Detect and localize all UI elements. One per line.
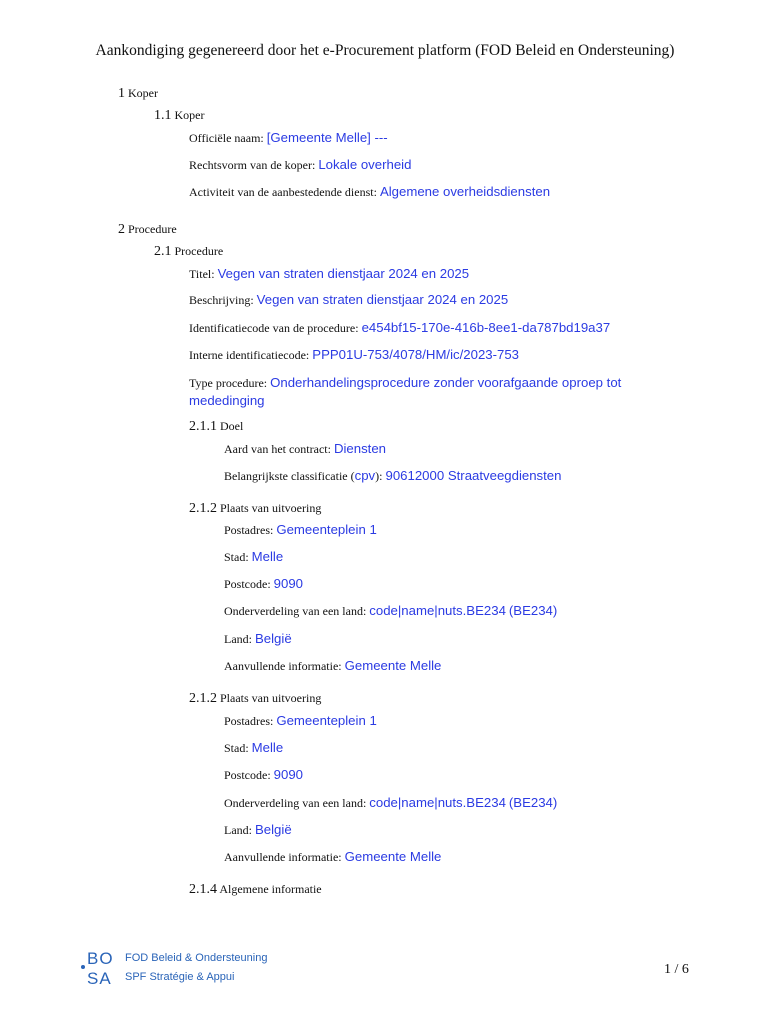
official-name-value: [Gemeente Melle] --- [266,130,388,145]
postcode-row [224,767,303,783]
section-title: Procedure [174,244,224,258]
extra-info-row [224,658,441,674]
city-row [224,549,283,565]
address-label: Postadres: [224,523,274,537]
internal-id-label: Interne identificatiecode: [189,348,310,362]
country-value: België [255,631,292,646]
postcode-value: 9090 [273,767,304,782]
classification-label-close: ): [375,469,383,483]
cpv-label: cpv [354,468,376,483]
logo-bottom-text: SA [87,969,112,988]
bosa-logo [80,948,128,988]
classification-value: 90612000 Straatveegdiensten [385,468,562,483]
official-name-label: Officiële naam: [189,131,264,145]
title-row [189,266,469,282]
procedure-id-label: Identificatiecode van de procedure: [189,321,359,335]
extra-info-row [224,849,441,865]
section-number: 1 [118,86,125,101]
city-row [224,740,283,756]
subdivision-label: Onderverdeling van een land: [224,604,367,618]
section-title: Koper [128,86,158,100]
procedure-type-label: Type procedure: [189,376,268,390]
legal-form-row [189,157,411,173]
section-1-1-heading [154,108,205,124]
city-value: Melle [251,740,284,755]
org-name-fr: SPF Stratégie & Appui [125,971,235,983]
extra-info-value: Gemeente Melle [344,849,442,864]
logo-top-text: BO [87,949,114,968]
section-title: Plaats van uitvoering [220,501,322,515]
country-label: Land: [224,823,252,837]
country-row [224,822,292,838]
city-label: Stad: [224,550,249,564]
description-value: Vegen van straten dienstjaar 2024 en 2025 [256,292,509,307]
classification-label: Belangrijkste classificatie ( [224,469,355,483]
document-header: Aankondiging gegenereerd door het e-Procurement platform (FOD Beleid en Ondersteuning) [95,42,675,59]
section-title: Doel [220,419,244,433]
page-number: 1 / 6 [664,962,689,977]
extra-info-label: Aanvullende informatie: [224,659,342,673]
address-row [224,713,377,729]
procedure-id-row [189,320,610,336]
section-2-1-4-heading [189,882,322,898]
city-label: Stad: [224,741,249,755]
subdivision-code: (BE234) [508,795,558,810]
legal-form-value: Lokale overheid [318,157,412,172]
section-title: Algemene informatie [219,882,322,896]
contract-type-row [224,441,386,457]
postcode-label: Postcode: [224,577,271,591]
subdivision-row [224,795,557,811]
postcode-row [224,576,303,592]
procedure-type-row [189,374,629,410]
section-number: 2 [118,222,125,237]
extra-info-value: Gemeente Melle [344,658,442,673]
section-2-1-heading [154,244,223,260]
legal-form-label: Rechtsvorm van de koper: [189,158,316,172]
extra-info-label: Aanvullende informatie: [224,850,342,864]
contract-type-value: Diensten [333,441,387,456]
title-label: Titel: [189,267,215,281]
activity-row [189,184,550,200]
section-number: 2.1.4 [189,882,217,897]
contract-type-label: Aard van het contract: [224,442,331,456]
classification-row [224,468,561,484]
postcode-value: 9090 [273,576,304,591]
country-label: Land: [224,632,252,646]
description-row [189,292,508,308]
internal-id-row [189,347,519,363]
country-value: België [255,822,292,837]
section-2-1-2-heading [189,691,321,707]
section-number: 2.1.2 [189,691,217,706]
section-2-1-1-heading [189,419,243,435]
subdivision-row [224,603,557,619]
postcode-label: Postcode: [224,768,271,782]
subdivision-label: Onderverdeling van een land: [224,796,367,810]
country-row [224,631,292,647]
official-name-row [189,130,388,146]
address-value: Gemeenteplein 1 [276,522,377,537]
city-value: Melle [251,549,284,564]
subdivision-value: code|name|nuts.BE234 [369,795,506,810]
bosa-logo-icon [80,948,128,988]
section-number: 2.1.2 [189,501,217,516]
subdivision-value: code|name|nuts.BE234 [369,603,506,618]
section-title: Procedure [128,222,177,236]
address-label: Postadres: [224,714,274,728]
section-number: 2.1.1 [189,419,217,434]
internal-id-value: PPP01U-753/4078/HM/ic/2023-753 [312,347,520,362]
subdivision-code: (BE234) [508,603,558,618]
section-1-heading [118,86,158,102]
procedure-type-value: Onderhandelingsprocedure zonder voorafgaande oproep tot mededinging [189,375,622,408]
description-label: Beschrijving: [189,293,254,307]
org-name-nl: FOD Beleid & Ondersteuning [125,952,268,964]
address-value: Gemeenteplein 1 [276,713,377,728]
section-number: 1.1 [154,108,172,123]
address-row [224,522,377,538]
section-2-heading [118,222,177,238]
section-title: Plaats van uitvoering [220,691,322,705]
section-title: Koper [174,108,205,122]
activity-value: Algemene overheidsdiensten [379,184,551,199]
title-value: Vegen van straten dienstjaar 2024 en 2025 [217,266,470,281]
section-number: 2.1 [154,244,172,259]
procedure-id-value: e454bf15-170e-416b-8ee1-da787bd19a37 [361,320,611,335]
section-2-1-2-heading [189,501,321,517]
activity-label: Activiteit van de aanbestedende dienst: [189,185,377,199]
